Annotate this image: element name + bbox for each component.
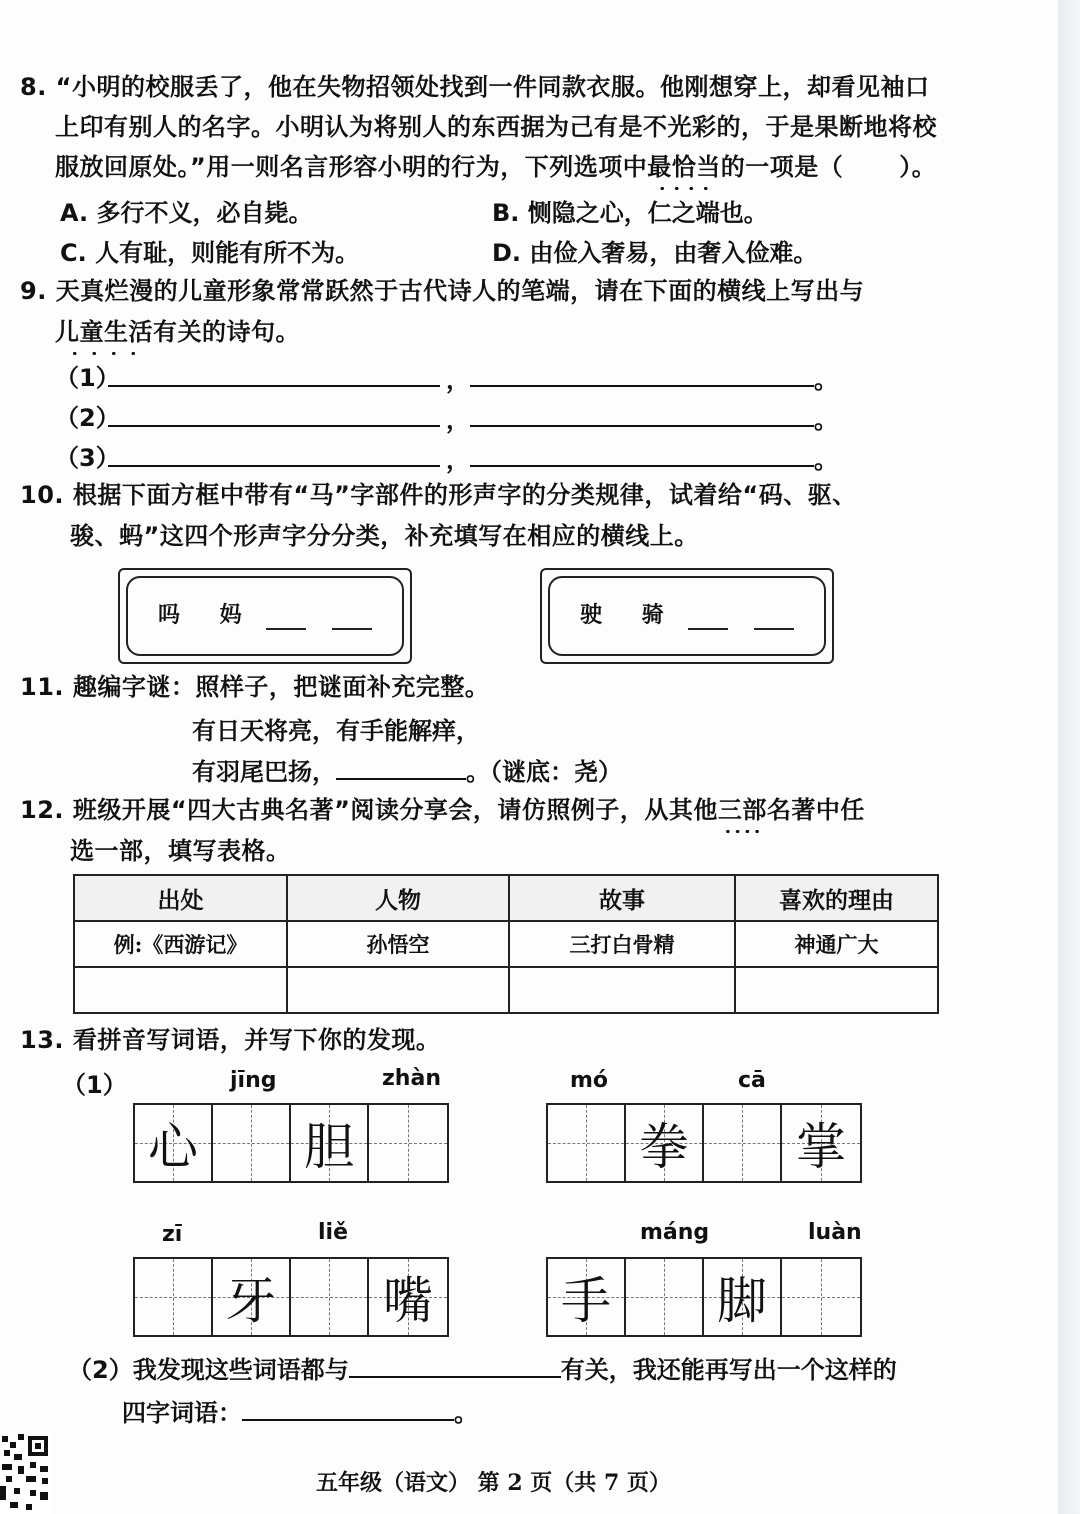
table-cell-answer-character[interactable] (287, 967, 509, 1013)
q10-box-1-blank-2[interactable] (332, 628, 372, 630)
q12-line1-b: 名著中任 (766, 796, 865, 824)
q9-line1: 9. 天真烂漫的儿童形象常常跃然于古代诗人的笔端，请在下面的横线上写出与 (20, 277, 865, 305)
q8-line3-c: ）。 (899, 153, 937, 181)
q10-box-2-chars: 驶 骑 (580, 602, 680, 628)
q8-option-b: B. 恻隐之心，仁之端也。 (492, 199, 768, 227)
table-cell-answer-source[interactable] (74, 967, 287, 1013)
q13-part2-line2 (122, 1393, 478, 1428)
q11-riddle-1: 有日天将亮，有手能解痒， (192, 716, 480, 745)
table-cell-example-story: 三打白骨精 (509, 921, 735, 967)
q13-part1-label: （1） (62, 1071, 127, 1099)
q13-part2-d: 。 (454, 1399, 478, 1427)
grid-cell[interactable] (291, 1259, 369, 1335)
q9-item-1-label: （1） (55, 364, 120, 392)
grid-cell[interactable]: 心 (135, 1105, 213, 1181)
q11-line1: 11. 趣编字谜：照样子，把谜面补充完整。 (20, 673, 490, 701)
char-grid-3 (133, 1257, 449, 1337)
q9-item-1-blank-b[interactable] (470, 383, 814, 387)
q8-line1: 8. “小明的校服丢了，他在失物招领处找到一件同款衣服。他刚想穿上，却看见袖口 (20, 73, 930, 101)
pinyin-label: zhàn (382, 1066, 441, 1091)
q12-line2: 选一部，填写表格。 (70, 837, 291, 865)
q13-part2-a: （2）我发现这些词语都与 (68, 1356, 349, 1384)
pinyin-label: zī (162, 1222, 183, 1247)
table-header-character: 人物 (287, 875, 509, 921)
table-cell-example-character: 孙悟空 (287, 921, 509, 967)
table-header-story: 故事 (509, 875, 735, 921)
q9-item-2-comma: ， (446, 406, 470, 434)
pinyin-label: jīng (230, 1068, 277, 1093)
pinyin-label: liě (318, 1220, 349, 1245)
grid-cell[interactable] (704, 1105, 782, 1181)
q9-item-1-period: 。 (814, 366, 838, 394)
q11-riddle-blank[interactable] (336, 776, 466, 780)
pinyin-label: mó (570, 1068, 609, 1093)
q13-part2-b: 有关，我还能再写出一个这样的 (560, 1356, 897, 1384)
q9-item-2-period: 。 (814, 406, 838, 434)
q8-option-d: D. 由俭入奢易，由奢入俭难。 (492, 239, 818, 267)
q13-part2 (68, 1350, 897, 1385)
grid-cell[interactable]: 牙 (213, 1259, 291, 1335)
q8-emphasis: 最恰当 (647, 150, 721, 184)
q10-box-1 (118, 568, 412, 664)
q9-item-3-blank-b[interactable] (470, 463, 814, 467)
q10-box-1-blank-1[interactable] (266, 628, 306, 630)
table-row (74, 921, 938, 967)
q10-box-2 (540, 568, 834, 664)
reading-table (73, 874, 939, 1014)
q9-item-3-period: 。 (814, 446, 838, 474)
q13-line1: 13. 看拼音写词语，并写下你的发现。 (20, 1026, 441, 1054)
table-cell-example-reason: 神通广大 (735, 921, 938, 967)
char-grid-4 (546, 1257, 862, 1337)
q10-box-2-blank-1[interactable] (688, 628, 728, 630)
pinyin-label: máng (640, 1220, 710, 1245)
q11-riddle-2-a: 有羽尾巴扬， (192, 757, 336, 786)
q10-line1: 10. 根据下面方框中带有“马”字部件的形声字的分类规律，试着给“码、驱、 (20, 481, 857, 509)
grid-cell[interactable]: 胆 (291, 1105, 369, 1181)
table-cell-answer-story[interactable] (509, 967, 735, 1013)
grid-cell[interactable] (135, 1259, 213, 1335)
q8-option-c: C. 人有耻，则能有所不为。 (60, 239, 360, 267)
pinyin-label: cā (738, 1068, 766, 1093)
q8-line2: 上印有别人的名字。小明认为将别人的东西据为己有是不光彩的，于是果断地将校 (55, 113, 937, 141)
table-row (74, 967, 938, 1013)
table-header-source: 出处 (74, 875, 287, 921)
q12-line1-a: 12. 班级开展“四大古典名著”阅读分享会，请仿照例子，从其他 (20, 796, 718, 824)
page-footer: 五年级（语文） 第 2 页（共 7 页） (316, 1470, 671, 1496)
table-header-row (74, 875, 938, 921)
q9-line2-b: 有关的诗句。 (153, 318, 300, 346)
grid-cell[interactable] (369, 1105, 447, 1181)
q9-line2 (55, 315, 300, 349)
table-cell-example-source: 例:《西游记》 (74, 921, 287, 967)
char-grid-1 (133, 1103, 449, 1183)
q9-item-1-blank-a[interactable] (108, 383, 440, 387)
grid-cell[interactable] (782, 1259, 860, 1335)
q11-riddle-2-b: 。（谜底：尧） (466, 757, 622, 786)
q10-box-1-chars: 吗 妈 (158, 602, 258, 628)
grid-cell[interactable]: 手 (548, 1259, 626, 1335)
q9-item-3-comma: ， (446, 446, 470, 474)
pinyin-label: luàn (808, 1220, 862, 1245)
grid-cell[interactable] (213, 1105, 291, 1181)
q8-line3-b: 的一项是（ (720, 153, 844, 181)
q9-item-2-blank-b[interactable] (470, 423, 814, 427)
page-edge (1058, 0, 1080, 1514)
qr-code-icon (0, 1430, 52, 1514)
q9-item-3-blank-a[interactable] (108, 463, 440, 467)
table-header-reason: 喜欢的理由 (735, 875, 938, 921)
q13-part2-c: 四字词语： (122, 1399, 242, 1427)
q9-item-2-label: （2） (55, 404, 120, 432)
q8-line3 (55, 150, 936, 184)
table-cell-answer-reason[interactable] (735, 967, 938, 1013)
q9-item-1-comma: ， (446, 366, 470, 394)
q8-option-a: A. 多行不义，必自毙。 (60, 199, 313, 227)
q9-emphasis: 儿童生活 (55, 315, 153, 349)
grid-cell[interactable]: 掌 (782, 1105, 860, 1181)
q9-item-3-label: （3） (55, 444, 120, 472)
grid-cell[interactable]: 拳 (626, 1105, 704, 1181)
q13-part2-blank-1[interactable] (349, 1374, 561, 1378)
grid-cell[interactable]: 嘴 (369, 1259, 447, 1335)
q11-riddle-2 (192, 752, 622, 787)
q10-box-2-blank-2[interactable] (754, 628, 794, 630)
q12-line1 (20, 793, 865, 827)
q12-emphasis: 三部 (718, 793, 767, 827)
grid-cell[interactable] (626, 1259, 704, 1335)
q10-line2: 骏、蚂”这四个形声字分分类，补充填写在相应的横线上。 (70, 522, 699, 550)
grid-cell[interactable] (548, 1105, 626, 1181)
q13-part2-blank-2[interactable] (242, 1417, 454, 1421)
q9-item-2-blank-a[interactable] (108, 423, 440, 427)
grid-cell[interactable]: 脚 (704, 1259, 782, 1335)
q8-line3-a: 服放回原处。”用一则名言形容小明的行为，下列选项中 (55, 153, 648, 181)
char-grid-2 (546, 1103, 862, 1183)
